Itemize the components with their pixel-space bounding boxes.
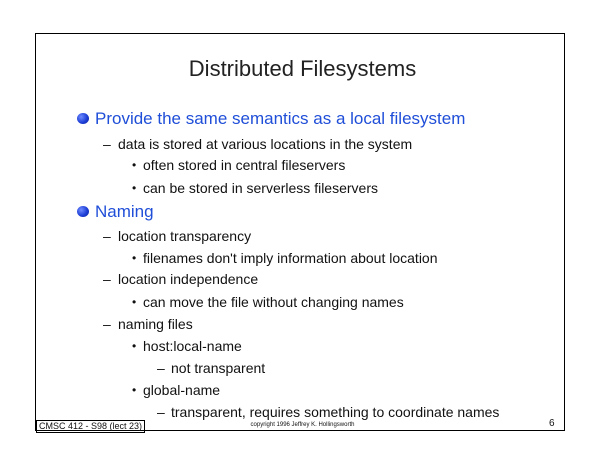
bullet-level-3: host:local-name — [143, 338, 242, 354]
bullet-level-2: data is stored at various locations in the system — [118, 136, 413, 152]
bullet-level-1: Naming — [95, 202, 154, 221]
dot-bullet: • — [132, 295, 137, 309]
bullet-level-2: naming files — [118, 316, 193, 332]
dash-bullet: – — [103, 228, 111, 244]
slide-frame — [35, 33, 565, 431]
dash-bullet: – — [103, 271, 111, 287]
dash-bullet: – — [103, 316, 111, 332]
bullet-level-2: location independence — [118, 271, 259, 287]
course-label: CMSC 412 - S98 (lect 23) — [36, 420, 145, 433]
bullet-level-3: filenames don't imply information about location — [143, 250, 438, 266]
bullet-level-4: transparent, requires something to coordinate names — [171, 404, 500, 420]
copyright-notice: copyright 1996 Jeffrey K. Hollingsworth — [250, 422, 355, 428]
bullet-level-1: Provide the same semantics as a local filesystem — [95, 109, 466, 128]
dot-bullet: • — [132, 251, 137, 265]
dash-bullet: – — [157, 360, 165, 376]
bullet-level-4: not transparent — [171, 360, 266, 376]
dot-bullet: • — [132, 383, 137, 397]
slide-title: Distributed Filesystems — [188, 56, 417, 81]
bullet-level-3: often stored in central fileservers — [143, 157, 346, 173]
round-bullet-icon — [77, 113, 89, 124]
dash-bullet: – — [103, 136, 111, 152]
bullet-level-3: global-name — [143, 382, 221, 398]
dot-bullet: • — [132, 339, 137, 353]
page-number: 6 — [549, 418, 555, 429]
dot-bullet: • — [132, 181, 137, 195]
round-bullet-icon — [77, 206, 89, 217]
dash-bullet: – — [157, 404, 165, 420]
bullet-level-2: location transparency — [118, 228, 252, 244]
dot-bullet: • — [132, 158, 137, 172]
bullet-level-3: can be stored in serverless fileservers — [143, 180, 378, 196]
bullet-level-3: can move the file without changing names — [143, 294, 404, 310]
